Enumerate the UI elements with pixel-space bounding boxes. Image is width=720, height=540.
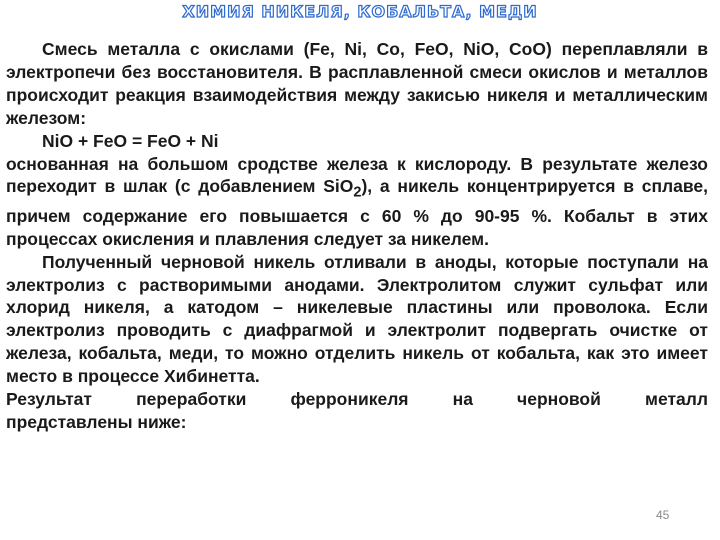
paragraph-reaction-text-start: основанная на большом сродстве железа к кислороду. В результате железо переходит в шлак (с добавлением SiO [6, 153, 708, 197]
paragraph-electrolysis: Полученный черновой никель отливали в аноды, которые поступали на электролиз с растворимыми анодами. Электролитом служит сульфат или хлорид никеля, а катодом – никелевые пластины или проволока. Если электролиз проводить с диафрагмой и электролит подвергать очистке от железа, кобальта, меди, то можно отделить никель от кобальта, как это имеет место в процессе Хибинетта. [6, 251, 708, 387]
paragraph-result-line2: представлены ниже: [6, 412, 187, 432]
slide-title: ХИМИЯ НИКЕЛЯ, КОБАЛЬТА, МЕДИ [182, 2, 538, 21]
paragraph-result-line1: Результат переработки ферроникеля на черновой металл [6, 389, 708, 410]
page-number: 45 [656, 508, 670, 522]
slide-body [6, 38, 708, 434]
paragraph-reaction-text-end: ), а никель концентрируется в сплаве, причем содержание его повышается с 60 % до 90-95 %. Кобальт в этих процессах окисления и плавления следует за никелем. [6, 176, 709, 249]
reaction-equation: NiO + FeO = FeO + Ni [42, 130, 219, 151]
paragraph-mixture-smelting: Смесь металла с окислами (Fe, Ni, Co, FeO, NiO, CoO) переплавляли в электропечи без восстановителя. В расплавленной смеси окислов и металлов происходит реакция взаимодействия между закисью никеля и металлическим железом: [6, 39, 708, 128]
paragraph-reaction-explanation [6, 153, 708, 251]
silica-subscript: 2 [353, 184, 362, 201]
